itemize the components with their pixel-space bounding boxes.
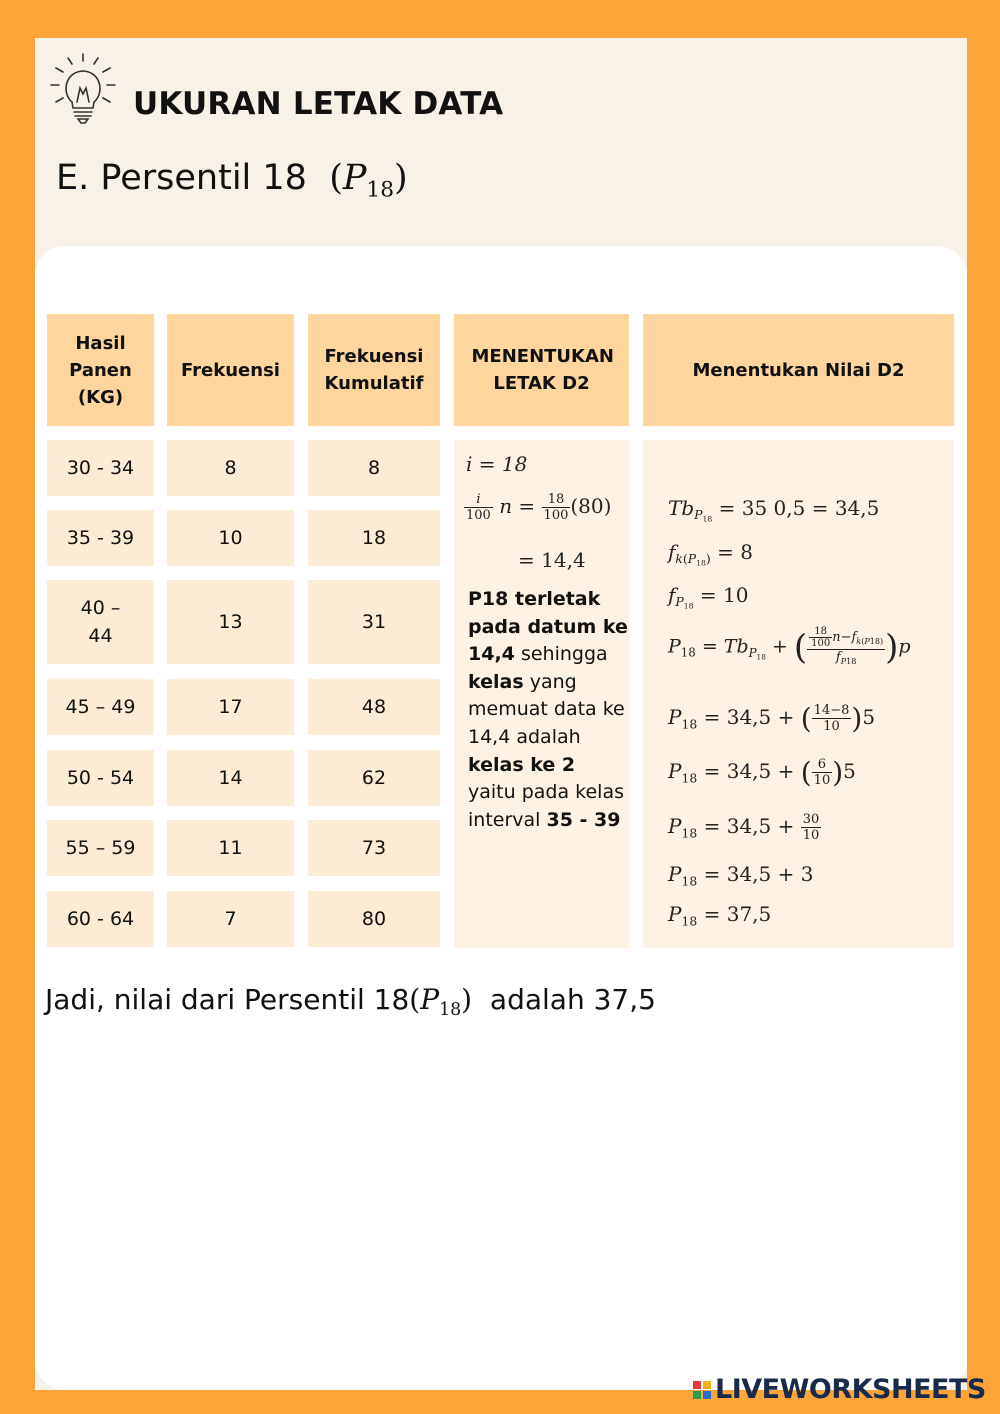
conclusion-prefix: Jadi, nilai dari Persentil 18: [45, 983, 410, 1016]
formula-equation: $P_{18} = Tb_{P_{18}}$ + ( $\frac{18}{100}$ $n-f_{k(P18)}$ $f_{P18}$ )p: [668, 626, 911, 668]
f-equation: $f_{P_{18}} = 10$: [668, 583, 749, 612]
kelas-label: 40 – 44: [80, 597, 121, 647]
table-row-kelas: 60 - 64: [47, 891, 154, 947]
table-row-kelas: 30 - 34: [47, 440, 154, 496]
letak-i-equation: i = 18: [466, 452, 528, 476]
table-row-frekuensi: 14: [167, 750, 294, 806]
logo-mark-icon: [693, 1381, 711, 1399]
header-hasil-panen: [47, 314, 154, 426]
table-row-frekuensi: 17: [167, 679, 294, 735]
header-menentukan-letak: [454, 314, 629, 426]
section-subtitle: [56, 158, 408, 203]
table-row-kumulatif: 18: [308, 510, 440, 566]
step4-equation: $P_{18} = 34,5 + 3$: [668, 862, 814, 889]
table-row-kelas: 45 – 49: [47, 679, 154, 735]
conclusion-math: $(P_{18})$: [409, 983, 473, 1021]
conclusion-text: [45, 983, 656, 1020]
header-menentukan-nilai: [643, 314, 954, 426]
table-row-frekuensi: 7: [167, 891, 294, 947]
page-title: UKURAN LETAK DATA: [133, 86, 504, 122]
table-row-kelas: 55 – 59: [47, 820, 154, 876]
header-frekuensi: [167, 314, 294, 426]
header-label: MENENTUKAN LETAK D2: [471, 346, 614, 394]
header-label: Hasil Panen (KG): [69, 332, 132, 408]
logo-text: LIVEWORKSHEETS: [715, 1374, 986, 1405]
table-row-kumulatif: 31: [308, 580, 440, 664]
table-row-kumulatif: 73: [308, 820, 440, 876]
subtitle-text: E. Persentil 18: [56, 158, 307, 198]
letak-explanation: P18 terletak pada datum ke 14,4 sehingga kelas yang memuat data ke 14,4 adalah kelas ke 2 yaitu pada kelas interval 35 - 39: [468, 588, 628, 831]
table-row-kumulatif: 80: [308, 891, 440, 947]
liveworksheets-logo: [693, 1374, 986, 1405]
step3-equation: $P_{18} = 34,5$ + $\frac{30}{10}$: [668, 812, 820, 843]
table-row-frekuensi: 10: [167, 510, 294, 566]
table-row-kumulatif: 62: [308, 750, 440, 806]
nilai-panel: [643, 440, 954, 948]
table-row-kelas: [47, 580, 154, 664]
header-label: Frekuensi: [181, 359, 280, 381]
step1-equation: $P_{18} = 34,5$ + ( $\frac{14-8}{10}$ )5: [668, 702, 876, 735]
subtitle-math: $(P_{18})$: [318, 158, 408, 203]
letak-result: = 14,4: [518, 548, 586, 572]
table-row-kelas: 50 - 54: [47, 750, 154, 806]
letak-n-equation: $\frac{i}{100}$ n = $\frac{18}{100}$ (80): [466, 492, 612, 523]
lightbulb-icon: [48, 52, 118, 124]
fk-equation: $f_{k(P_{18})} = 8$: [668, 540, 753, 569]
header-label: Frekuensi Kumulatif: [324, 346, 424, 394]
step2-equation: $P_{18} = 34,5$ + ( $\frac{6}{10}$ )5: [668, 756, 856, 789]
table-row-frekuensi: 11: [167, 820, 294, 876]
table-row-frekuensi: 13: [167, 580, 294, 664]
header-frekuensi-kumulatif: [308, 314, 440, 426]
step5-equation: $P_{18} = 37,5$: [668, 902, 772, 929]
table-row-kumulatif: 8: [308, 440, 440, 496]
tb-equation: $Tb_{P_{18}} = 35$ 0,5 = 34,5: [668, 496, 880, 525]
table-row-kelas: 35 - 39: [47, 510, 154, 566]
letak-panel: [454, 440, 629, 948]
table-row-frekuensi: 8: [167, 440, 294, 496]
table-row-kumulatif: 48: [308, 679, 440, 735]
conclusion-suffix: adalah 37,5: [489, 983, 656, 1016]
header-label: Menentukan Nilai D2: [692, 359, 905, 381]
